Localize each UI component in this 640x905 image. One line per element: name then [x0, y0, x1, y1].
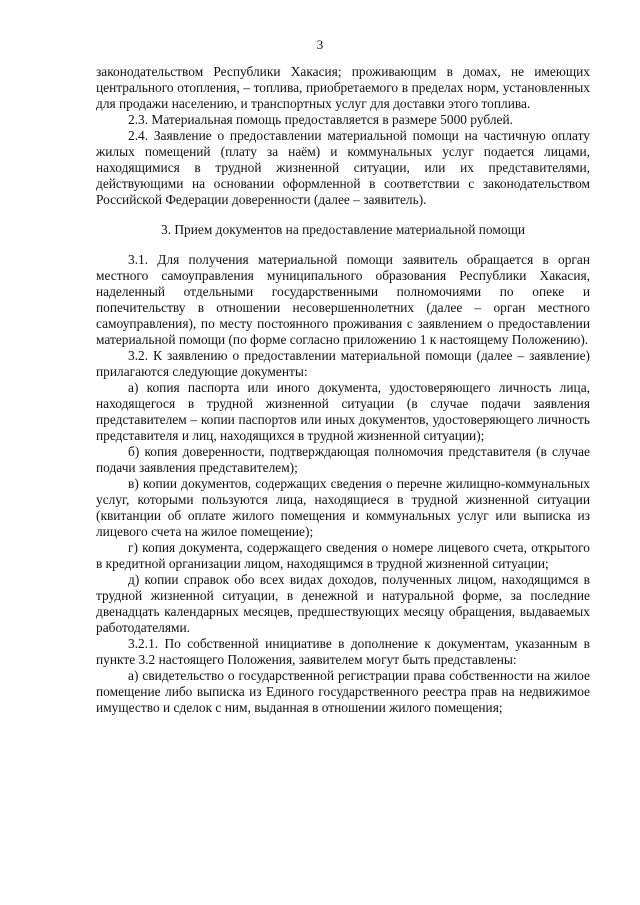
document-body: [96, 64, 590, 716]
list-item-g: г) копия документа, содержащего сведения о номере лицевого счета, открытого в кредитной организации лицом, находящимся в трудной жизненной ситуации;: [96, 540, 590, 571]
paragraph-continuation: законодательством Республики Хакасия; проживающим в домах, не имеющих центрального отопления, – топлива, приобретаемого в пределах норм, установленных для продажи населению, и транспортных услуг для доставки этого топлива.: [96, 64, 590, 111]
paragraph-3-2-1: 3.2.1. По собственной инициативе в дополнение к документам, указанным в пункте 3.2 настоящего Положения, заявителем могут быть представлены:: [96, 636, 590, 667]
paragraph-3-1: 3.1. Для получения материальной помощи заявитель обращается в орган местного самоуправления муниципального образования Республики Хакасия, наделенный отдельными государственными полномочиями по опеке и попечительству в отношении несовершеннолетних (далее – орган местного самоуправления), по месту постоянного проживания с заявлением о предоставлении материальной помощи (по форме согласно приложению 1 к настоящему Положению).: [96, 252, 590, 347]
section-heading: 3. Прием документов на предоставление материальной помощи: [161, 222, 525, 237]
paragraph-2-4: 2.4. Заявление о предоставлении материальной помощи на частичную оплату жилых помещений (плату за наём) и коммунальных услуг подается лицами, находящимися в трудной жизненной ситуации, или их представителями, действующими на основании оформленной в соответствии с законодательством Российской Федерации доверенности (далее – заявитель).: [96, 128, 590, 207]
paragraph-3-2: 3.2. К заявлению о предоставлении материальной помощи (далее – заявление) прилагаются следующие документы:: [96, 348, 590, 379]
page-number: 3: [316, 37, 324, 52]
list-item-d: д) копии справок обо всех видах доходов, полученных лицом, находящимся в трудной жизненной ситуации, в денежной и натуральной форме, за последние двенадцать календарных месяцев, предшествующих месяцу обращения, выдаваемых работодателями.: [96, 572, 590, 635]
paragraph-2-3: 2.3. Материальная помощь предоставляется в размере 5000 рублей.: [128, 112, 513, 127]
list-item-v: в) копии документов, содержащих сведения о перечне жилищно-коммунальных услуг, которыми пользуются лица, находящиеся в трудной жизненной ситуации (квитанции об оплате жилого помещения и коммунальных услуг или выписка из лицевого счета на жилое помещение);: [96, 476, 590, 539]
list-item-b: б) копия доверенности, подтверждающая полномочия представителя (в случае подачи заявления представителем);: [96, 444, 590, 475]
list-item-a: а) копия паспорта или иного документа, удостоверяющего личность лица, находящегося в трудной жизненной ситуации (в случае подачи заявления представителем – копии паспортов или иных документов, удостоверяющего личность представителя и лиц, находящихся в трудной жизненной ситуации);: [96, 380, 590, 443]
list-item-a-3-2-1: а) свидетельство о государственной регистрации права собственности на жилое помещение либо выписка из Единого государственного реестра прав на недвижимое имущество и сделок с ним, выданная в отношении жилого помещения;: [96, 668, 590, 715]
